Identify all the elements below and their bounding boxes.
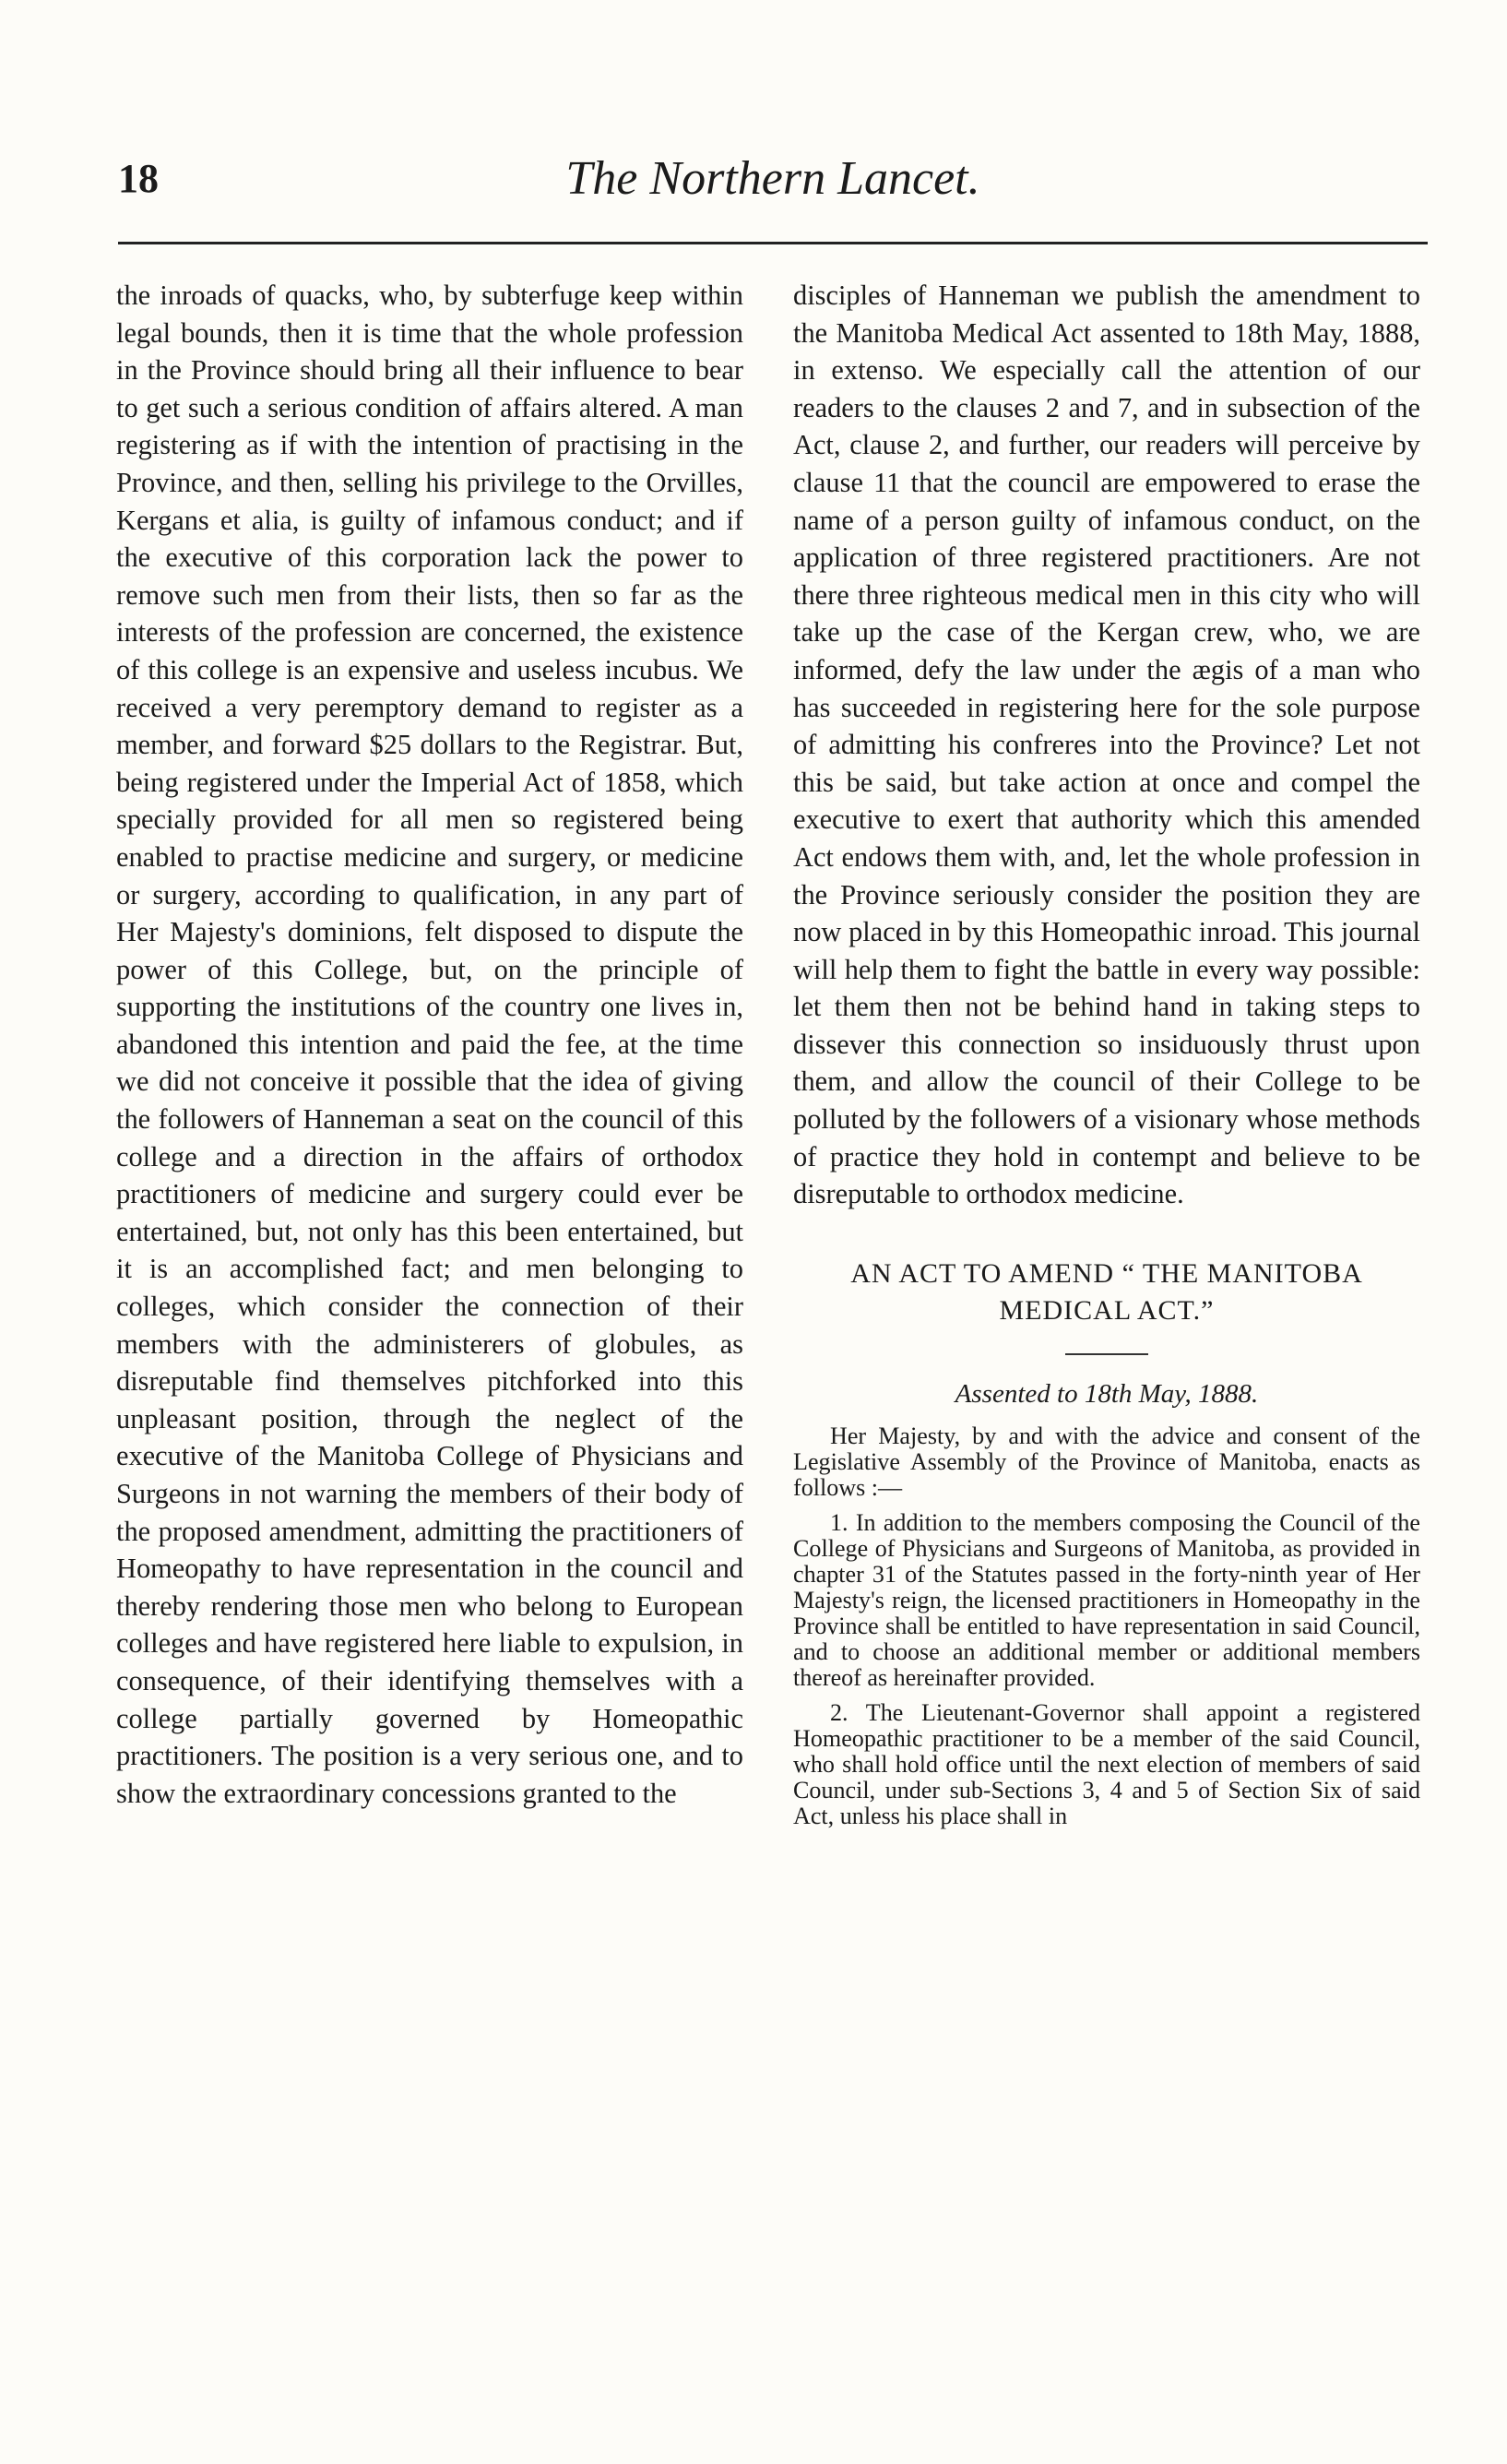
- left-column: [116, 277, 743, 1812]
- act-clause-2: 2. The Lieutenant-Governor shall appoint a registered Homeopathic practitioner to be a member of the said Council, who shall hold office until the next election of members of said Council, under sub-Sections 3, 4 and 5 of Section Six of said Act, unless his place shall in: [793, 1698, 1420, 1829]
- header-rule: [118, 242, 1428, 244]
- page-number: 18: [118, 156, 159, 201]
- left-column-text: the inroads of quacks, who, by subterfuge keep within legal bounds, then it is time that the whole profession in the Province should bring all their influence to bear to get such a serious condition of affairs altered. A man registering as if with the intention of practising in the Province, and then, selling his privilege to the Orvilles, Kergans et alia, is guilty of infamous conduct; and if the executive of this corporation lack the power to remove such men from their lists, then so far as the interests of the profession are concerned, the existence of this college is an expensive and useless incubus. We received a very peremptory demand to register as a member, and forward $25 dollars to the Registrar. But, being registered under the Imperial Act of 1858, which specially provided for all men so registered being enabled to practise medicine and surgery, or medicine or surgery, according to qualification, in any part of Her Majesty's dominions, felt disposed to dispute the power of this College, but, on the principle of supporting the institutions of the country one lives in, abandoned this intention and paid the fee, at the time we did not conceive it possible that the idea of giving the followers of Hanneman a seat on the council of this college and a direction in the affairs of orthodox practitioners of medicine and surgery could ever be entertained, but, not only has this been entertained, but it is an accomplished fact; and men belonging to colleges, which consider the connection of their members with the administerers of globules, as disreputable find themselves pitchforked into this unpleasant position, through the neglect of the executive of the Manitoba College of Physicians and Surgeons in not warning the members of their body of the proposed amendment, admitting the practitioners of Homeopathy to have representation in the council and thereby rendering those men who belong to European colleges and have registered here liable to expulsion, in consequence, of their identifying themselves with a college partially governed by Homeopathic practitioners. The position is a very serious one, and to show the extraordinary concessions granted to the: [116, 280, 743, 1809]
- running-title: The Northern Lancet.: [565, 152, 980, 205]
- assented-date: Assented to 18th May, 1888.: [955, 1378, 1259, 1409]
- act-title: AN ACT TO AMEND “ THE MANITOBA MEDICAL ACT.”: [850, 1257, 1363, 1326]
- section-divider: [1065, 1353, 1148, 1355]
- act-preamble: Her Majesty, by and with the advice and consent of the Legislative Assembly of the Province of Manitoba, enacts as follows :—: [793, 1422, 1420, 1501]
- page-header: [118, 131, 1428, 205]
- act-body: [793, 1423, 1420, 1829]
- act-clause-1: 1. In addition to the members composing the Council of the College of Physicians and Surgeons of Manitoba, as provided in chapter 31 of the Statutes passed in the forty-ninth year of Her Majesty's reign, the licensed practitioners in Homeopathy in the Province shall be entitled to have representation in said Council, and to choose an additional member or additional members thereof as hereinafter provided.: [793, 1508, 1420, 1691]
- right-column: [793, 277, 1420, 1839]
- right-column-text: disciples of Hanneman we publish the amendment to the Manitoba Medical Act assented to 18th May, 1888, in extenso. We especially call the attention of our readers to the clauses 2 and 7, and in subsection of the Act, clause 2, and further, our readers will perceive by clause 11 that the council are empowered to erase the name of a person guilty of infamous conduct, on the application of three registered practitioners. Are not there three righteous medical men in this city who will take up the case of the Kergan crew, who, we are informed, defy the law under the ægis of a man who has succeeded in registering here for the sole purpose of admitting his confreres into the Province? Let not this be said, but take action at once and compel the executive to exert that authority which this amended Act endows them with, and, let the whole profession in the Province seriously consider the position they are now placed in by this Homeopathic inroad. This journal will help them to fight the battle in every way possible: let them then not be behind hand in taking steps to dissever this connection so insiduously thrust upon them, and allow the council of their College to be polluted by the followers of a visionary whose methods of practice they hold in contempt and believe to be disreputable to orthodox medicine.: [793, 280, 1420, 1210]
